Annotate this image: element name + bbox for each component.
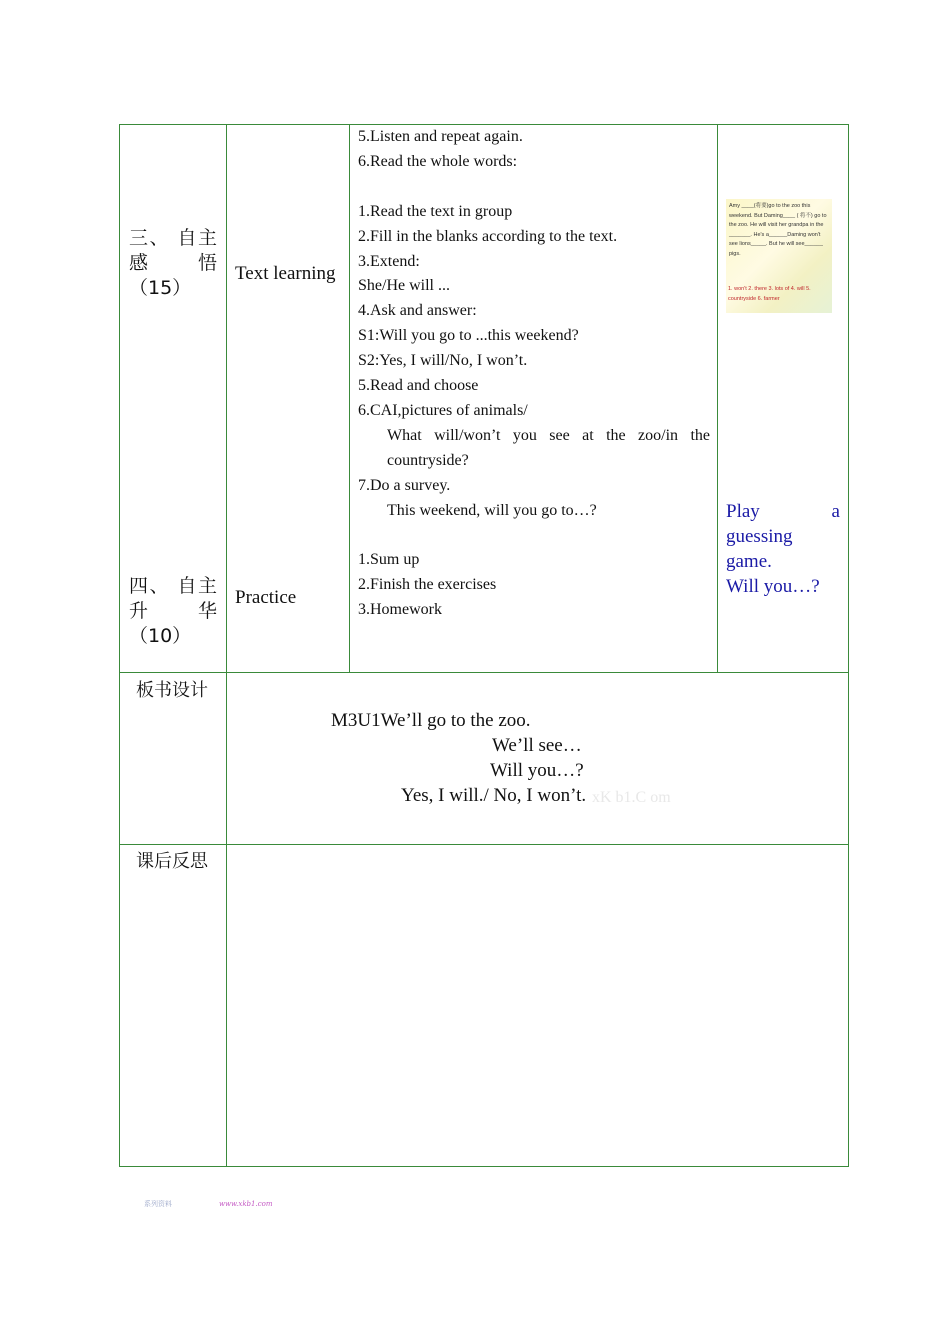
step-continuation: This weekend, will you go to…? — [387, 501, 597, 519]
stage-label-line: 三、 自主 — [129, 227, 217, 249]
step-item: 1.Read the text in group — [358, 202, 513, 220]
board-line: Will you…? — [490, 760, 584, 781]
practice-step-item: 2.Finish the exercises — [358, 576, 497, 594]
table-column-divider — [717, 124, 718, 673]
stage-label-3 — [129, 226, 217, 301]
table-border-left — [119, 124, 120, 1167]
step-item: 5.Read and choose — [358, 377, 479, 395]
board-title: M3U1We’ll go to the zoo. — [331, 710, 531, 731]
stage-label-line: 四、 自主 — [129, 575, 217, 597]
table-column-divider — [349, 124, 350, 673]
table-border-bottom — [119, 1166, 849, 1167]
board-line: We’ll see… — [492, 735, 582, 756]
footer-link[interactable]: www.xkb1.com — [219, 1200, 273, 1208]
stage-label-line: 升 华 — [129, 600, 217, 622]
step-continuation: countryside? — [387, 451, 469, 469]
step-item: She/He will ... — [358, 277, 450, 295]
game-line: Will you…? — [726, 576, 820, 597]
step-spacer — [358, 523, 710, 548]
stage-label-line: 感 悟 — [129, 252, 217, 274]
step-item: 4.Ask and answer: — [358, 302, 477, 320]
step-item: 6.Read the whole words: — [358, 152, 518, 170]
step-item: 5.Listen and repeat again. — [358, 128, 523, 145]
table-border-right — [848, 124, 849, 1167]
step-continuation: What will/won’t you see at the zoo/in the — [387, 426, 710, 444]
step-item: 3.Extend: — [358, 252, 420, 270]
step-item — [358, 175, 710, 200]
table-column-divider — [226, 124, 227, 1167]
thumbnail-exercise-text: Amy ____(将要)go to the zoo this weekend. But Daming____ ( 将不) go to the zoo. He will visit her grandpa in the _______. He's a______Daming won't see lions_____. But he will see______ pigs. — [729, 203, 827, 257]
practice-step-item: 3.Homework — [358, 601, 442, 619]
watermark-text: xK b1.C om — [592, 789, 671, 806]
stage-label-duration: （15） — [129, 277, 192, 299]
stage-label-duration: （10） — [129, 625, 192, 647]
activity-text-learning: Text learning — [235, 263, 336, 284]
stage-label-4 — [129, 574, 217, 649]
step-item: 6.CAI,pictures of animals/ — [358, 401, 528, 419]
footer-left-text: 系列资料 — [144, 1200, 172, 1208]
board-design-label: 板书设计 — [136, 680, 208, 701]
reflection-label: 课后反思 — [136, 851, 208, 872]
table-row-divider — [119, 672, 849, 673]
step-item: S1:Will you go to ...this weekend? — [358, 327, 579, 345]
exercise-thumbnail-image — [726, 199, 832, 313]
game-line: Play a — [726, 501, 840, 522]
thumbnail-answer-text: 1. won't 2. there 3. lots of 4. will 5. countryside 6. farmer — [728, 286, 811, 302]
teaching-steps — [358, 125, 710, 623]
practice-step-item: 1.Sum up — [358, 551, 420, 569]
game-line: guessing — [726, 526, 793, 547]
guessing-game-note — [726, 499, 840, 599]
activity-practice: Practice — [235, 587, 297, 608]
step-item: 2.Fill in the blanks according to the text. — [358, 227, 618, 245]
step-item: 7.Do a survey. — [358, 476, 451, 494]
board-line: Yes, I will./ No, I won’t. — [401, 785, 587, 806]
game-line: game. — [726, 551, 772, 572]
table-row-divider — [119, 844, 849, 845]
step-item: S2:Yes, I will/No, I won’t. — [358, 352, 528, 370]
